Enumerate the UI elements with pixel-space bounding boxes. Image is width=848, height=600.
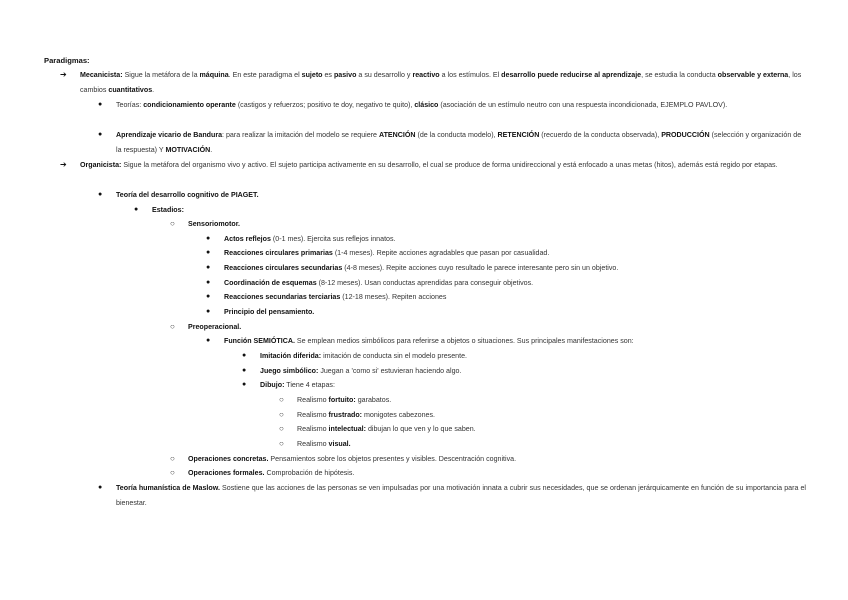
realismo-item: Realismo intelectual: dibujan lo que ven y lo que saben. bbox=[297, 425, 476, 433]
realismo-item: Realismo visual. bbox=[297, 440, 351, 448]
disc-bullet-icon: ● bbox=[98, 101, 103, 108]
page-heading: Paradigmas: bbox=[44, 56, 90, 65]
disc-bullet-icon: ● bbox=[98, 131, 103, 138]
disc-bullet-icon: ● bbox=[206, 249, 211, 256]
imitacion-item: Imitación diferida: imitación de conducta sin el modelo presente. bbox=[260, 352, 467, 360]
arrow-bullet-icon: ➔ bbox=[60, 70, 67, 79]
mecanicista-paragraph: Mecanicista: Sigue la metáfora de la máquina. En este paradigma el sujeto es pasivo a su desarrollo y reactivo a los estímulos. El desarrollo puede reducirse al aprendizaje, se estudia la conducta observable y externa, los cambios cuantitativos. bbox=[80, 71, 802, 94]
circle-bullet-icon: ○ bbox=[279, 424, 284, 433]
estadios-item: Estadios: bbox=[152, 206, 184, 214]
disc-bullet-icon: ● bbox=[206, 308, 211, 315]
disc-bullet-icon: ● bbox=[242, 367, 247, 374]
sensoriomotor-item: Reacciones circulares primarias (1-4 meses). Repite acciones agradables que pasan por casualidad. bbox=[224, 249, 550, 257]
circle-bullet-icon: ○ bbox=[170, 468, 175, 477]
circle-bullet-icon: ○ bbox=[279, 395, 284, 404]
maslow-item: Teoría humanística de Maslow. Sostiene que las acciones de las personas se ven impulsadas por una motivación innata a cubrir sus necesidades, que se ordenan jerárquicamente en función de su importancia para el bienestar. bbox=[116, 484, 806, 507]
disc-bullet-icon: ● bbox=[206, 337, 211, 344]
funcion-semiotica-item: Función SEMIÓTICA. Se emplean medios simbólicos para referirse a objetos o situaciones. Sus principales manifestaciones son: bbox=[224, 337, 634, 345]
realismo-item: Realismo fortuito: garabatos. bbox=[297, 396, 392, 404]
dibujo-item: Dibujo: Tiene 4 etapas: bbox=[260, 381, 335, 389]
juego-item: Juego simbólico: Juegan a 'como si' estuvieran haciendo algo. bbox=[260, 367, 462, 375]
disc-bullet-icon: ● bbox=[242, 381, 247, 388]
sensoriomotor-item: Actos reflejos (0-1 mes). Ejercita sus reflejos innatos. bbox=[224, 235, 396, 243]
organicista-paragraph: Organicista: Sigue la metáfora del organismo vivo y activo. El sujeto participa activamente en su desarrollo, el cual se produce de forma unidireccional y está enfocado a unas metas (hitos), además está regido por etapas. bbox=[80, 161, 778, 169]
circle-bullet-icon: ○ bbox=[279, 439, 284, 448]
disc-bullet-icon: ● bbox=[206, 279, 211, 286]
sensoriomotor-item: Principio del pensamiento. bbox=[224, 308, 315, 316]
disc-bullet-icon: ● bbox=[206, 235, 211, 242]
circle-bullet-icon: ○ bbox=[170, 454, 175, 463]
preoperacional-title: Preoperacional. bbox=[188, 323, 242, 331]
teorias-item: Teorías: condicionamiento operante (castigos y refuerzos; positivo te doy, negativo te quito), clásico (asociación de un estímulo neutro con una respuesta incondicionada, EJEMPLO PAVLOV). bbox=[116, 101, 728, 109]
realismo-item: Realismo frustrado: monigotes cabezones. bbox=[297, 411, 436, 419]
disc-bullet-icon: ● bbox=[206, 293, 211, 300]
sensoriomotor-item: Coordinación de esquemas (8-12 meses). Usan conductas aprendidas para conseguir objetivos. bbox=[224, 279, 534, 287]
operaciones-concretas-item: Operaciones concretas. Pensamientos sobre los objetos presentes y visibles. Descentración cognitiva. bbox=[188, 455, 517, 463]
sensoriomotor-item: Reacciones secundarias terciarias (12-18 meses). Repiten acciones bbox=[224, 293, 447, 301]
circle-bullet-icon: ○ bbox=[279, 410, 284, 419]
sensoriomotor-item: Reacciones circulares secundarias (4-8 meses). Repite acciones cuyo resultado le parece interesante pero sin un objetivo. bbox=[224, 264, 619, 272]
piaget-item: Teoría del desarrollo cognitivo de PIAGET. bbox=[116, 191, 259, 199]
bandura-item: Aprendizaje vicario de Bandura: para realizar la imitación del modelo se requiere ATENCIÓN (de la conducta modelo), RETENCIÓN (recuerdo de la conducta observada), PRODUCCIÓN (selección y organización de la respuesta) Y MOTIVACIÓN. bbox=[116, 131, 802, 154]
operaciones-formales-item: Operaciones formales. Comprobación de hipótesis. bbox=[188, 469, 355, 477]
sensoriomotor-title: Sensoriomotor. bbox=[188, 220, 241, 228]
arrow-bullet-icon: ➔ bbox=[60, 160, 67, 169]
disc-bullet-icon: ● bbox=[242, 352, 247, 359]
circle-bullet-icon: ○ bbox=[170, 322, 175, 331]
disc-bullet-icon: ● bbox=[206, 264, 211, 271]
disc-bullet-icon: ● bbox=[98, 484, 103, 491]
circle-bullet-icon: ○ bbox=[170, 219, 175, 228]
disc-bullet-icon: ● bbox=[134, 206, 139, 213]
disc-bullet-icon: ● bbox=[98, 191, 103, 198]
